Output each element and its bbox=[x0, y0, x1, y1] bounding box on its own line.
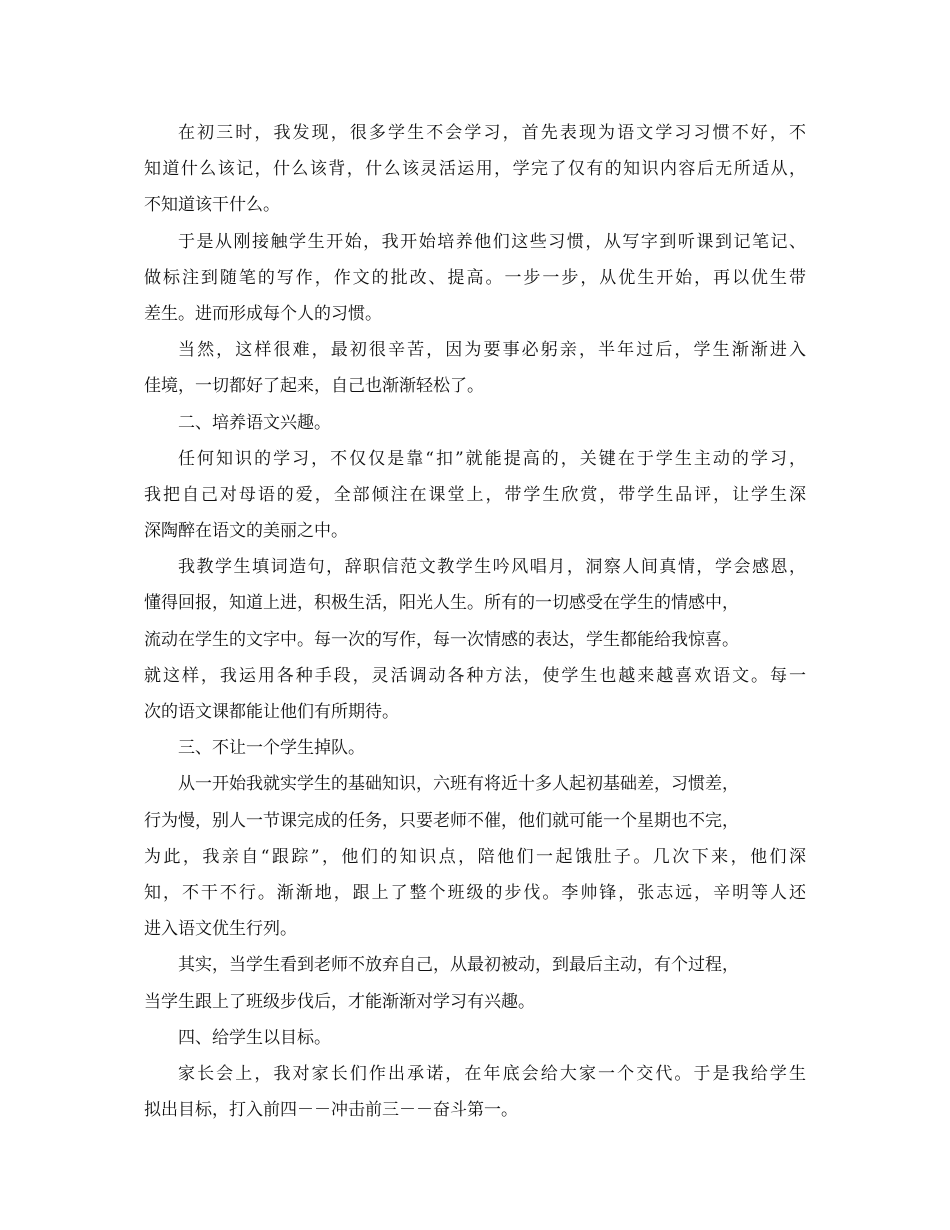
text-line: 深陶醉在语文的美丽之中。 bbox=[144, 521, 348, 542]
text-line: 当学生跟上了班级步伐后，才能渐渐对学习有兴趣。 bbox=[144, 991, 535, 1012]
section-heading: 四、给学生以目标。 bbox=[178, 1027, 331, 1048]
text-line: 不知道该干什么。 bbox=[144, 195, 280, 216]
text-line: 当然，这样很难，最初很辛苦，因为要事必躬亲，半年过后，学生渐渐进入 bbox=[178, 340, 806, 361]
text-line: 懂得回报，知道上进，积极生活，阳光人生。所有的一切感受在学生的情感中， bbox=[144, 593, 739, 614]
text-line: 拟出目标，打入前四－－冲击前三－－奋斗第一。 bbox=[144, 1100, 518, 1121]
text-line: 就这样，我运用各种手段，灵活调动各种方法，使学生也越来越喜欢语文。每一 bbox=[144, 665, 806, 686]
section-heading: 二、培养语文兴趣。 bbox=[178, 412, 331, 433]
text-line: 在初三时，我发现，很多学生不会学习，首先表现为语文学习习惯不好，不 bbox=[178, 123, 806, 143]
text-line: 知，不干不行。渐渐地，跟上了整个班级的步伐。李帅锋，张志远，辛明等人还 bbox=[144, 882, 806, 903]
section-heading: 三、不让一个学生掉队。 bbox=[178, 738, 365, 759]
text-line: 进入语文优生行列。 bbox=[144, 919, 297, 940]
text-line: 从一开始我就实学生的基础知识，六班有将近十多人起初基础差，习惯差， bbox=[178, 774, 739, 795]
text-line: 我把自己对母语的爱，全部倾注在课堂上，带学生欣赏，带学生品评，让学生深 bbox=[144, 484, 806, 505]
text-line: 佳境，一切都好了起来，自己也渐渐轻松了。 bbox=[144, 376, 484, 397]
text-line: 为此，我亲自“跟踪”，他们的知识点，陪他们一起饿肚子。几次下来，他们深 bbox=[144, 846, 806, 867]
text-line: 次的语文课都能让他们有所期待。 bbox=[144, 702, 399, 722]
text-line: 做标注到随笔的写作，作文的批改、提高。一步一步，从优生开始，再以优生带 bbox=[144, 267, 806, 288]
text-line: 知道什么该记，什么该背，什么该灵活运用，学完了仅有的知识内容后无所适从， bbox=[144, 159, 806, 180]
text-line: 流动在学生的文字中。每一次的写作，每一次情感的表达，学生都能给我惊喜。 bbox=[144, 629, 739, 650]
text-line: 于是从刚接触学生开始，我开始培养他们这些习惯，从写字到听课到记笔记、 bbox=[178, 231, 806, 252]
text-line: 我教学生填词造句，辞职信范文教学生吟风唱月，洞察人间真情，学会感恩， bbox=[178, 557, 806, 578]
text-line: 家长会上，我对家长们作出承诺，在年底会给大家一个交代。于是我给学生 bbox=[178, 1063, 806, 1084]
text-line: 任何知识的学习，不仅仅是靠“扣”就能提高的，关键在于学生主动的学习， bbox=[178, 448, 806, 469]
document-body bbox=[144, 115, 806, 1128]
text-line: 差生。进而形成每个人的习惯。 bbox=[144, 303, 382, 324]
text-line: 其实，当学生看到老师不放弃自己，从最初被动，到最后主动，有个过程， bbox=[178, 955, 739, 976]
text-line: 行为慢，别人一节课完成的任务，只要老师不催，他们就可能一个星期也不完， bbox=[144, 810, 739, 831]
